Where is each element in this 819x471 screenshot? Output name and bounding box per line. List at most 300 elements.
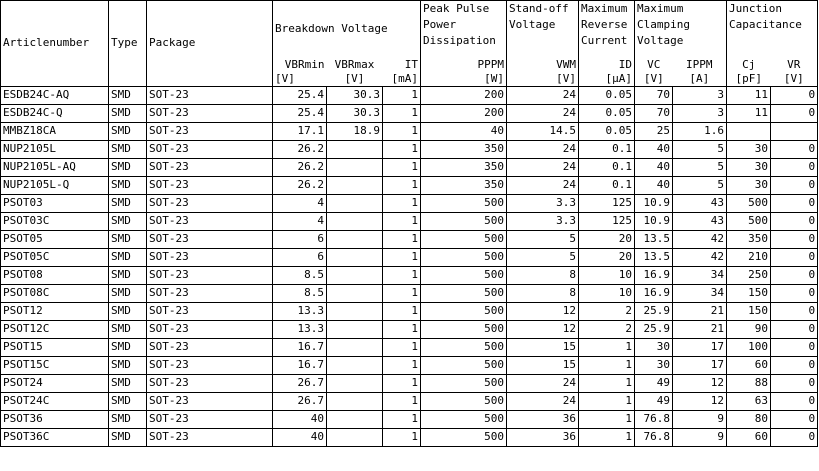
table-cell: 13.3: [273, 302, 327, 320]
table-cell: 0: [771, 320, 818, 338]
table-cell: 0: [771, 140, 818, 158]
table-cell: SMD: [109, 158, 147, 176]
table-cell: 1: [383, 212, 421, 230]
table-cell: 0.1: [579, 140, 635, 158]
table-cell: 30.3: [327, 86, 383, 104]
table-cell: 6: [273, 230, 327, 248]
table-cell: 40: [635, 176, 673, 194]
table-cell: 1: [383, 284, 421, 302]
table-cell: MMBZ18CA: [1, 122, 109, 140]
table-cell: [327, 338, 383, 356]
subheader-cj: Cj [pF]: [727, 58, 771, 87]
table-cell: [327, 212, 383, 230]
table-cell: NUP2105L-Q: [1, 176, 109, 194]
table-cell: 13.5: [635, 248, 673, 266]
table-cell: SOT-23: [147, 392, 273, 410]
table-cell: 24: [507, 392, 579, 410]
table-cell: SOT-23: [147, 428, 273, 446]
table-cell: 12: [507, 302, 579, 320]
table-cell: 0: [771, 194, 818, 212]
table-cell: 15: [507, 356, 579, 374]
table-cell: 1: [579, 428, 635, 446]
table-cell: 16.7: [273, 356, 327, 374]
table-cell: 150: [727, 284, 771, 302]
table-cell: 11: [727, 104, 771, 122]
table-row: [1, 176, 818, 194]
table-cell: 43: [673, 212, 727, 230]
table-cell: 4: [273, 212, 327, 230]
table-cell: 88: [727, 374, 771, 392]
table-cell: SMD: [109, 266, 147, 284]
table-cell: [327, 194, 383, 212]
table-cell: SOT-23: [147, 194, 273, 212]
table-cell: 1: [383, 392, 421, 410]
table-row: [1, 86, 818, 104]
table-cell: SMD: [109, 122, 147, 140]
table-cell: SOT-23: [147, 230, 273, 248]
table-cell: 18.9: [327, 122, 383, 140]
table-cell: 0.1: [579, 176, 635, 194]
table-cell: SMD: [109, 320, 147, 338]
header-max-clamping-line3: Voltage: [637, 34, 684, 47]
table-cell: 26.2: [273, 140, 327, 158]
table-cell: 24: [507, 104, 579, 122]
table-cell: 6: [273, 248, 327, 266]
table-cell: SOT-23: [147, 158, 273, 176]
subheader-vwm: VWM [V]: [507, 58, 579, 87]
table-cell: 15: [507, 338, 579, 356]
table-cell: 250: [727, 266, 771, 284]
table-cell: 1: [383, 158, 421, 176]
table-cell: SMD: [109, 356, 147, 374]
table-cell: SOT-23: [147, 122, 273, 140]
table-cell: 30: [635, 338, 673, 356]
table-cell: SMD: [109, 176, 147, 194]
table-cell: NUP2105L-AQ: [1, 158, 109, 176]
table-cell: 30: [635, 356, 673, 374]
table-cell: 63: [727, 392, 771, 410]
header-standoff-line1: Stand-off: [509, 2, 569, 15]
table-cell: PSOT05C: [1, 248, 109, 266]
table-cell: 0: [771, 176, 818, 194]
table-cell: 1: [579, 356, 635, 374]
table-row: [1, 140, 818, 158]
table-cell: SOT-23: [147, 104, 273, 122]
table-cell: 3: [673, 86, 727, 104]
table-cell: 0: [771, 428, 818, 446]
table-cell: 0.05: [579, 86, 635, 104]
table-cell: 500: [421, 356, 507, 374]
table-cell: 1: [383, 86, 421, 104]
table-cell: 60: [727, 428, 771, 446]
table-cell: 1: [383, 428, 421, 446]
header-max-clamping-line2: Clamping: [637, 18, 691, 31]
table-cell: SOT-23: [147, 284, 273, 302]
table-cell: 49: [635, 392, 673, 410]
table-cell: SMD: [109, 284, 147, 302]
table-cell: 0: [771, 158, 818, 176]
table-cell: SOT-23: [147, 356, 273, 374]
table-cell: 34: [673, 266, 727, 284]
table-cell: SMD: [109, 374, 147, 392]
table-cell: SOT-23: [147, 86, 273, 104]
table-cell: 1: [383, 374, 421, 392]
table-cell: 350: [421, 158, 507, 176]
table-cell: 0: [771, 104, 818, 122]
table-row: [1, 302, 818, 320]
table-cell: 210: [727, 248, 771, 266]
table-cell: 9: [673, 410, 727, 428]
table-cell: [327, 230, 383, 248]
table-cell: 1: [383, 140, 421, 158]
table-cell: 1: [383, 176, 421, 194]
header-type: Type: [109, 1, 147, 87]
table-cell: 5: [507, 230, 579, 248]
table-cell: 150: [727, 302, 771, 320]
table-row: [1, 104, 818, 122]
table-cell: 0.1: [579, 158, 635, 176]
table-cell: 20: [579, 230, 635, 248]
table-cell: 12: [673, 374, 727, 392]
header-max-reverse: [579, 1, 635, 58]
table-cell: 200: [421, 86, 507, 104]
table-row: [1, 320, 818, 338]
table-cell: SMD: [109, 428, 147, 446]
table-cell: 125: [579, 194, 635, 212]
table-cell: 5: [507, 248, 579, 266]
table-cell: 25.9: [635, 302, 673, 320]
table-cell: NUP2105L: [1, 140, 109, 158]
table-cell: SOT-23: [147, 248, 273, 266]
table-cell: 1.6: [673, 122, 727, 140]
table-cell: SOT-23: [147, 410, 273, 428]
table-cell: SMD: [109, 410, 147, 428]
table-cell: 500: [421, 284, 507, 302]
table-cell: 70: [635, 104, 673, 122]
table-cell: SOT-23: [147, 176, 273, 194]
table-cell: PSOT03C: [1, 212, 109, 230]
table-cell: [327, 374, 383, 392]
header-standoff-line2: Voltage: [509, 18, 556, 31]
table-cell: 0: [771, 248, 818, 266]
table-cell: 5: [673, 140, 727, 158]
table-cell: 76.8: [635, 410, 673, 428]
table-cell: [327, 158, 383, 176]
table-cell: 13.5: [635, 230, 673, 248]
table-cell: PSOT05: [1, 230, 109, 248]
table-cell: 0: [771, 410, 818, 428]
table-row: [1, 338, 818, 356]
table-cell: 25.4: [273, 86, 327, 104]
table-cell: 4: [273, 194, 327, 212]
table-cell: 1: [383, 248, 421, 266]
table-cell: 100: [727, 338, 771, 356]
table-row: [1, 230, 818, 248]
table-cell: 24: [507, 374, 579, 392]
table-cell: ESDB24C-Q: [1, 104, 109, 122]
table-row: [1, 392, 818, 410]
table-cell: [327, 356, 383, 374]
table-cell: 43: [673, 194, 727, 212]
subheader-id: ID [µA]: [579, 58, 635, 87]
table-row: [1, 374, 818, 392]
header-max-clamping-line1: Maximum: [637, 2, 684, 15]
header-peak-pulse: [421, 1, 507, 58]
table-cell: [327, 176, 383, 194]
table-cell: 0: [771, 338, 818, 356]
table-cell: 8: [507, 266, 579, 284]
table-cell: 40: [635, 158, 673, 176]
table-cell: SMD: [109, 338, 147, 356]
subheader-pppm: PPPM [W]: [421, 58, 507, 87]
table-row: [1, 428, 818, 446]
header-package: Package: [147, 1, 273, 87]
table-cell: 125: [579, 212, 635, 230]
table-row: [1, 194, 818, 212]
table-cell: 5: [673, 176, 727, 194]
table-cell: SMD: [109, 194, 147, 212]
table-cell: 30.3: [327, 104, 383, 122]
table-cell: 1: [383, 122, 421, 140]
table-cell: 500: [421, 392, 507, 410]
table-cell: 16.7: [273, 338, 327, 356]
table-row: [1, 122, 818, 140]
table-cell: SMD: [109, 302, 147, 320]
table-cell: 2: [579, 302, 635, 320]
table-cell: 500: [727, 212, 771, 230]
table-cell: SOT-23: [147, 320, 273, 338]
table-cell: 20: [579, 248, 635, 266]
table-cell: 2: [579, 320, 635, 338]
table-cell: [327, 392, 383, 410]
table-cell: 16.9: [635, 284, 673, 302]
table-cell: 0.05: [579, 122, 635, 140]
table-cell: SMD: [109, 104, 147, 122]
header-peak-pulse-line2: Power: [423, 18, 457, 31]
table-cell: 10.9: [635, 194, 673, 212]
table-row: [1, 266, 818, 284]
table-cell: 26.2: [273, 158, 327, 176]
table-cell: 40: [635, 140, 673, 158]
table-cell: [327, 410, 383, 428]
table-cell: 5: [673, 158, 727, 176]
table-cell: 17: [673, 356, 727, 374]
table-cell: 1: [383, 194, 421, 212]
table-cell: 70: [635, 86, 673, 104]
table-cell: 24: [507, 86, 579, 104]
header-breakdown-voltage: Breakdown Voltage: [273, 1, 421, 58]
table-cell: 36: [507, 428, 579, 446]
table-cell: 500: [421, 212, 507, 230]
table-cell: 500: [421, 338, 507, 356]
table-cell: SOT-23: [147, 374, 273, 392]
table-cell: 12: [507, 320, 579, 338]
table-cell: ESDB24C-AQ: [1, 86, 109, 104]
table-cell: 0: [771, 392, 818, 410]
table-cell: 350: [421, 140, 507, 158]
table-cell: SOT-23: [147, 266, 273, 284]
table-cell: 1: [579, 374, 635, 392]
table-cell: 500: [421, 374, 507, 392]
table-cell: 30: [727, 158, 771, 176]
table-cell: 24: [507, 176, 579, 194]
subheader-vr: VR [V]: [771, 58, 818, 87]
table-cell: 25.4: [273, 104, 327, 122]
table-row: [1, 248, 818, 266]
table-cell: PSOT12C: [1, 320, 109, 338]
table-cell: 0: [771, 284, 818, 302]
table-cell: 24: [507, 158, 579, 176]
table-cell: PSOT36C: [1, 428, 109, 446]
header-junction: [727, 1, 818, 58]
table-cell: 49: [635, 374, 673, 392]
table-cell: [327, 284, 383, 302]
table-cell: 8.5: [273, 266, 327, 284]
header-peak-pulse-line1: Peak Pulse: [423, 2, 490, 15]
table-cell: SMD: [109, 86, 147, 104]
table-cell: PSOT08C: [1, 284, 109, 302]
table-cell: 25: [635, 122, 673, 140]
table-cell: 3.3: [507, 194, 579, 212]
table-cell: 1: [383, 104, 421, 122]
table-cell: 500: [421, 410, 507, 428]
table-cell: 10: [579, 266, 635, 284]
table-cell: SMD: [109, 212, 147, 230]
table-cell: 1: [383, 302, 421, 320]
header-standoff: [507, 1, 579, 58]
table-cell: [327, 428, 383, 446]
table-cell: 60: [727, 356, 771, 374]
table-cell: 10: [579, 284, 635, 302]
table-cell: 0: [771, 230, 818, 248]
table-cell: [727, 122, 771, 140]
table-cell: 13.3: [273, 320, 327, 338]
table-cell: [327, 248, 383, 266]
table-cell: 1: [383, 230, 421, 248]
table-cell: 42: [673, 248, 727, 266]
table-cell: 90: [727, 320, 771, 338]
subheader-ippm: IPPM [A]: [673, 58, 727, 87]
table-cell: 0: [771, 86, 818, 104]
table-cell: 500: [421, 428, 507, 446]
table-cell: 12: [673, 392, 727, 410]
table-cell: PSOT03: [1, 194, 109, 212]
table-cell: 21: [673, 320, 727, 338]
table-cell: 14.5: [507, 122, 579, 140]
table-cell: 8.5: [273, 284, 327, 302]
table-cell: 500: [421, 248, 507, 266]
table-cell: 0: [771, 356, 818, 374]
table-cell: SMD: [109, 248, 147, 266]
table-cell: 1: [383, 266, 421, 284]
table-cell: PSOT15: [1, 338, 109, 356]
table-cell: SMD: [109, 230, 147, 248]
table-cell: [327, 320, 383, 338]
table-cell: 34: [673, 284, 727, 302]
header-max-clamping: [635, 1, 727, 58]
table-cell: PSOT24C: [1, 392, 109, 410]
table-row: [1, 356, 818, 374]
table-cell: 0: [771, 266, 818, 284]
table-cell: 26.7: [273, 374, 327, 392]
table-cell: 11: [727, 86, 771, 104]
table-cell: 3.3: [507, 212, 579, 230]
subheader-it: IT [mA]: [383, 58, 421, 87]
table-cell: 200: [421, 104, 507, 122]
table-row: [1, 212, 818, 230]
table-cell: PSOT24: [1, 374, 109, 392]
table-cell: 40: [273, 428, 327, 446]
table-cell: 16.9: [635, 266, 673, 284]
table-cell: 1: [383, 356, 421, 374]
table-cell: 30: [727, 176, 771, 194]
table-cell: 24: [507, 140, 579, 158]
table-cell: 500: [421, 230, 507, 248]
table-cell: 1: [579, 410, 635, 428]
table-cell: 9: [673, 428, 727, 446]
table-cell: 8: [507, 284, 579, 302]
table-cell: 0: [771, 374, 818, 392]
table-cell: SOT-23: [147, 140, 273, 158]
table-cell: 500: [421, 194, 507, 212]
table-cell: 1: [383, 410, 421, 428]
table-cell: 26.2: [273, 176, 327, 194]
table-cell: 40: [273, 410, 327, 428]
table-cell: 1: [383, 320, 421, 338]
table-cell: [327, 140, 383, 158]
table-cell: 0.05: [579, 104, 635, 122]
header-articlenumber: Articlenumber: [1, 1, 109, 87]
table-row: [1, 284, 818, 302]
table-cell: SOT-23: [147, 302, 273, 320]
table-cell: 25.9: [635, 320, 673, 338]
table-cell: 350: [421, 176, 507, 194]
subheader-vbrmax: VBRmax [V]: [327, 58, 383, 87]
header-max-reverse-line2: Reverse: [581, 18, 628, 31]
table-body: [1, 86, 818, 446]
table-cell: 0: [771, 212, 818, 230]
table-cell: 42: [673, 230, 727, 248]
table-cell: 0: [771, 302, 818, 320]
table-cell: PSOT36: [1, 410, 109, 428]
table-cell: PSOT12: [1, 302, 109, 320]
table-cell: 3: [673, 104, 727, 122]
table-cell: PSOT15C: [1, 356, 109, 374]
table-cell: 36: [507, 410, 579, 428]
table-cell: SMD: [109, 140, 147, 158]
table-cell: SMD: [109, 392, 147, 410]
table-cell: 500: [421, 266, 507, 284]
table-cell: 80: [727, 410, 771, 428]
table-cell: 1: [579, 392, 635, 410]
table-cell: 17: [673, 338, 727, 356]
table-cell: [327, 302, 383, 320]
table-cell: 40: [421, 122, 507, 140]
subheader-vbrmin: VBRmin [V]: [273, 58, 327, 87]
table-cell: 500: [727, 194, 771, 212]
header-peak-pulse-line3: Dissipation: [423, 34, 496, 47]
table-cell: 10.9: [635, 212, 673, 230]
table-cell: 76.8: [635, 428, 673, 446]
table-cell: 500: [421, 302, 507, 320]
header-max-reverse-line1: Maximum: [581, 2, 628, 15]
table-cell: 500: [421, 320, 507, 338]
table-cell: SOT-23: [147, 212, 273, 230]
table-cell: PSOT08: [1, 266, 109, 284]
table-cell: 1: [579, 338, 635, 356]
table-cell: 1: [383, 338, 421, 356]
table-cell: 17.1: [273, 122, 327, 140]
